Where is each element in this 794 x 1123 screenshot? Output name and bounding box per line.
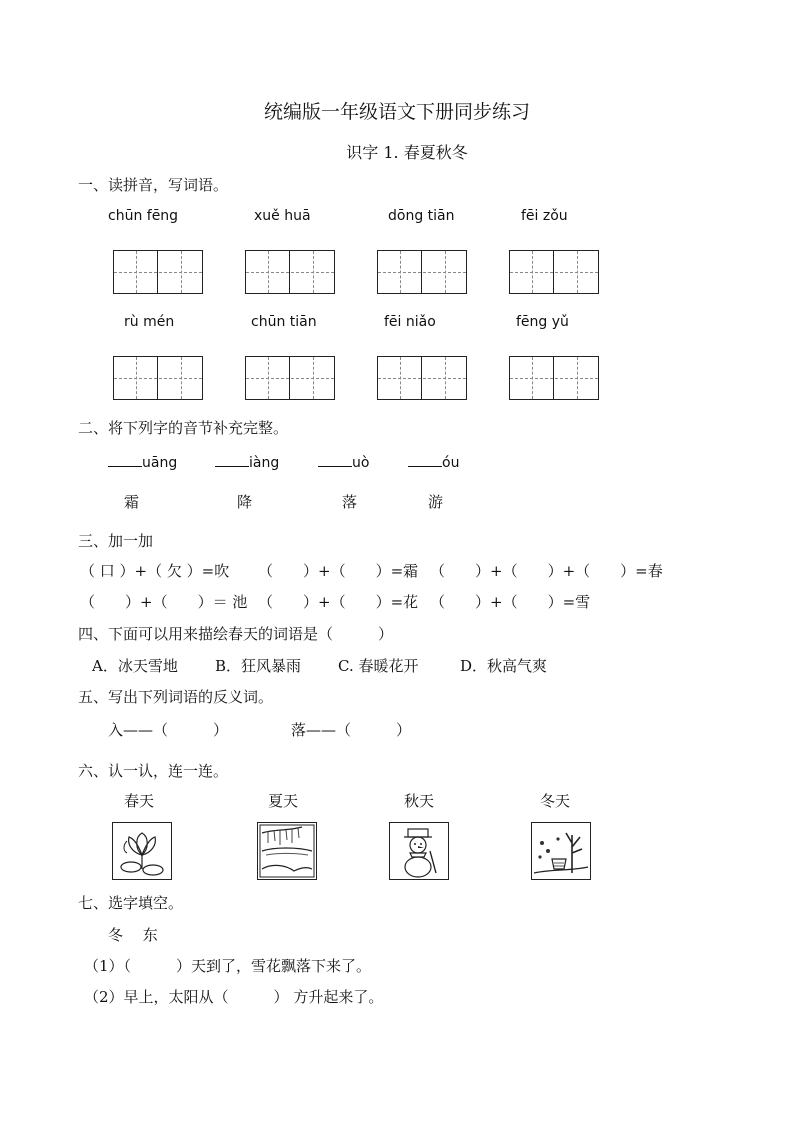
addition-item[interactable]: （ ）+（ ）＝ 池 <box>80 593 248 611</box>
tianzige-writing-box[interactable] <box>509 250 599 294</box>
pinyin-label: rù mén <box>124 314 175 330</box>
pinyin-label: chūn tiān <box>251 314 317 330</box>
tianzige-writing-box[interactable] <box>245 250 335 294</box>
syllable-text: uò <box>352 455 370 471</box>
pinyin-label: fēi niǎo <box>384 314 436 330</box>
addition-item[interactable]: （ ）+（ ）=霜 <box>258 562 419 580</box>
fill-question-1[interactable]: （1）（ ）天到了，雪花飘落下来了。 <box>84 957 372 975</box>
option-d[interactable]: D．秋高气爽 <box>460 657 548 675</box>
option-a[interactable]: A．冰天雪地 <box>92 657 178 675</box>
section-3-heading: 三、加一加 <box>78 532 154 550</box>
pinyin-label: xuě huā <box>254 208 311 224</box>
word-choices: 冬 东 <box>108 926 158 944</box>
section-4-heading: 四、下面可以用来描绘春天的词语是（ ） <box>78 625 394 643</box>
section-7-heading: 七、选字填空。 <box>78 894 184 912</box>
page-title: 统编版一年级语文下册同步练习 <box>263 101 530 123</box>
season-label: 冬天 <box>540 792 571 810</box>
syllable-text: iàng <box>249 455 280 471</box>
tianzige-writing-box[interactable] <box>377 250 467 294</box>
tianzige-writing-box[interactable] <box>509 356 599 400</box>
character-label: 降 <box>237 493 253 511</box>
fill-question-2[interactable]: （2）早上，太阳从（ ） 方升起来了。 <box>84 988 384 1006</box>
pinyin-label: fēi zǒu <box>521 208 568 224</box>
tianzige-writing-box[interactable] <box>245 356 335 400</box>
section-1-heading: 一、读拼音，写词语。 <box>78 176 229 194</box>
syllable-fill-item[interactable] <box>108 452 177 471</box>
section-5-heading: 五、写出下列词语的反义词。 <box>78 688 274 706</box>
pinyin-label: fēng yǔ <box>516 314 569 330</box>
answer-blank[interactable] <box>318 452 352 467</box>
option-c[interactable]: C. 春暖花开 <box>338 657 419 675</box>
section-2-heading: 二、将下列字的音节补充完整。 <box>78 419 289 437</box>
pinyin-label: chūn fēng <box>108 208 179 224</box>
antonym-item[interactable]: 入——（ ） <box>108 721 229 739</box>
character-label: 霜 <box>124 493 140 511</box>
syllable-fill-item[interactable] <box>215 452 279 471</box>
tianzige-writing-box[interactable] <box>113 250 203 294</box>
option-b[interactable]: B．狂风暴雨 <box>215 657 302 675</box>
page-subtitle: 识字 1. 春夏秋冬 <box>346 143 468 162</box>
addition-item[interactable]: （ ）+（ ）+（ ）=春 <box>430 562 663 580</box>
season-label: 春天 <box>124 792 155 810</box>
snowman-picture[interactable] <box>389 822 449 880</box>
addition-item[interactable]: （ ）+（ ）=雪 <box>430 593 591 611</box>
season-label: 夏天 <box>268 792 299 810</box>
syllable-fill-item[interactable] <box>408 452 459 471</box>
character-label: 落 <box>342 493 358 511</box>
addition-item[interactable]: （ 口 ）+（ 欠 ）=吹 <box>80 562 230 580</box>
addition-item[interactable]: （ ）+（ ）=花 <box>258 593 419 611</box>
answer-blank[interactable] <box>408 452 442 467</box>
season-label: 秋天 <box>404 792 435 810</box>
character-label: 游 <box>428 493 444 511</box>
autumn-tree-picture[interactable] <box>531 822 591 880</box>
tianzige-writing-box[interactable] <box>113 356 203 400</box>
answer-blank[interactable] <box>215 452 249 467</box>
willow-lake-picture[interactable] <box>257 822 317 880</box>
syllable-text: óu <box>442 455 460 471</box>
answer-blank[interactable] <box>108 452 142 467</box>
lotus-flower-picture[interactable] <box>112 822 172 880</box>
tianzige-writing-box[interactable] <box>377 356 467 400</box>
section-6-heading: 六、认一认，连一连。 <box>78 762 229 780</box>
syllable-text: uāng <box>142 455 178 471</box>
pinyin-label: dōng tiān <box>388 208 455 224</box>
syllable-fill-item[interactable] <box>318 452 369 471</box>
antonym-item[interactable]: 落——（ ） <box>291 721 412 739</box>
